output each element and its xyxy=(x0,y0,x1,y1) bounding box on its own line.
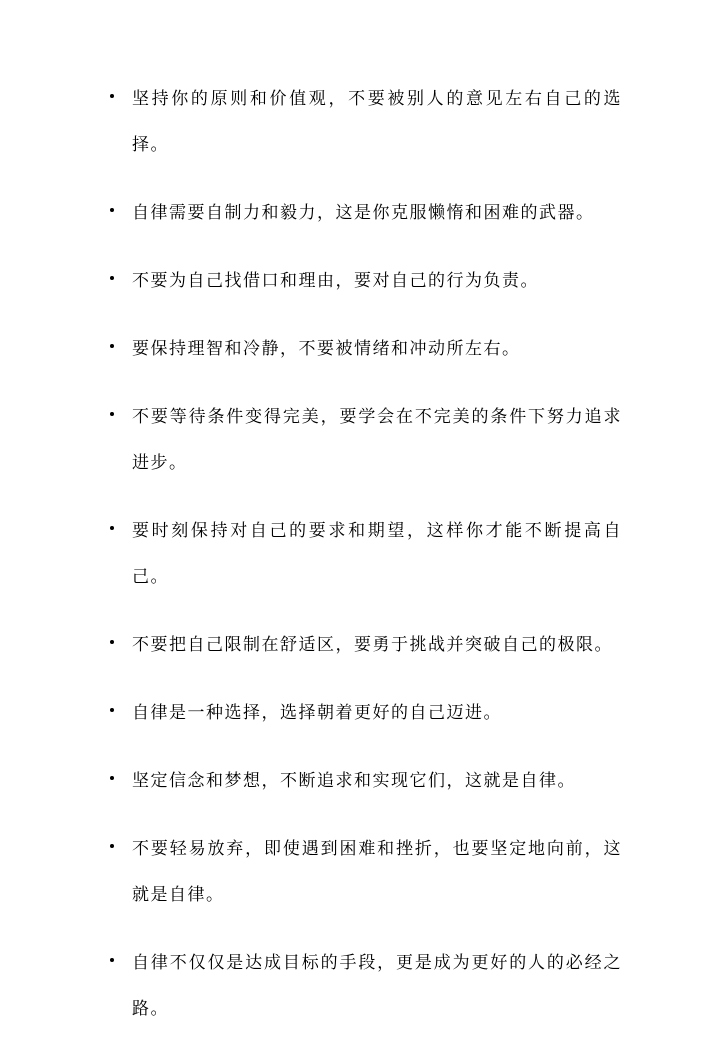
list-item-text: 坚定信念和梦想，不断追求和实现它们，这就是自律。 xyxy=(132,771,576,791)
list-item-text: 不要等待条件变得完美，要学会在不完美的条件下努力追求进步。 xyxy=(132,407,622,473)
list-item xyxy=(0,326,720,372)
list-item xyxy=(0,758,720,804)
list-item-text: 不要把自己限制在舒适区，要勇于挑战并突破自己的极限。 xyxy=(132,635,613,655)
bullet-list xyxy=(0,76,720,1054)
list-item-text: 自律是一种选择，选择朝着更好的自己迈进。 xyxy=(132,703,502,723)
list-item-text: 要保持理智和冷静，不要被情绪和冲动所左右。 xyxy=(132,339,521,359)
list-item-text: 不要为自己找借口和理由，要对自己的行为负责。 xyxy=(132,271,539,291)
bullet-dot-icon xyxy=(110,344,114,348)
bullet-dot-icon xyxy=(110,526,114,530)
list-item xyxy=(0,258,720,304)
list-item-text: 自律需要自制力和毅力，这是你克服懒惰和困难的武器。 xyxy=(132,203,595,223)
list-item-text: 坚持你的原则和价值观，不要被别人的意见左右自己的选择。 xyxy=(132,89,622,155)
list-item xyxy=(0,394,720,486)
list-item-text: 不要轻易放弃，即使遇到困难和挫折，也要坚定地向前，这就是自律。 xyxy=(132,839,622,905)
list-item xyxy=(0,76,720,168)
bullet-dot-icon xyxy=(110,708,114,712)
list-item xyxy=(0,690,720,736)
bullet-dot-icon xyxy=(110,208,114,212)
list-item xyxy=(0,826,720,918)
bullet-dot-icon xyxy=(110,640,114,644)
list-item xyxy=(0,622,720,668)
list-item xyxy=(0,190,720,236)
bullet-dot-icon xyxy=(110,94,114,98)
list-item-text: 要时刻保持对自己的要求和期望，这样你才能不断提高自己。 xyxy=(132,521,622,587)
list-item xyxy=(0,940,720,1032)
list-item-text: 自律不仅仅是达成目标的手段，更是成为更好的人的必经之路。 xyxy=(132,953,622,1019)
bullet-dot-icon xyxy=(110,276,114,280)
bullet-dot-icon xyxy=(110,412,114,416)
bullet-dot-icon xyxy=(110,844,114,848)
list-item xyxy=(0,508,720,600)
bullet-dot-icon xyxy=(110,958,114,962)
bullet-dot-icon xyxy=(110,776,114,780)
